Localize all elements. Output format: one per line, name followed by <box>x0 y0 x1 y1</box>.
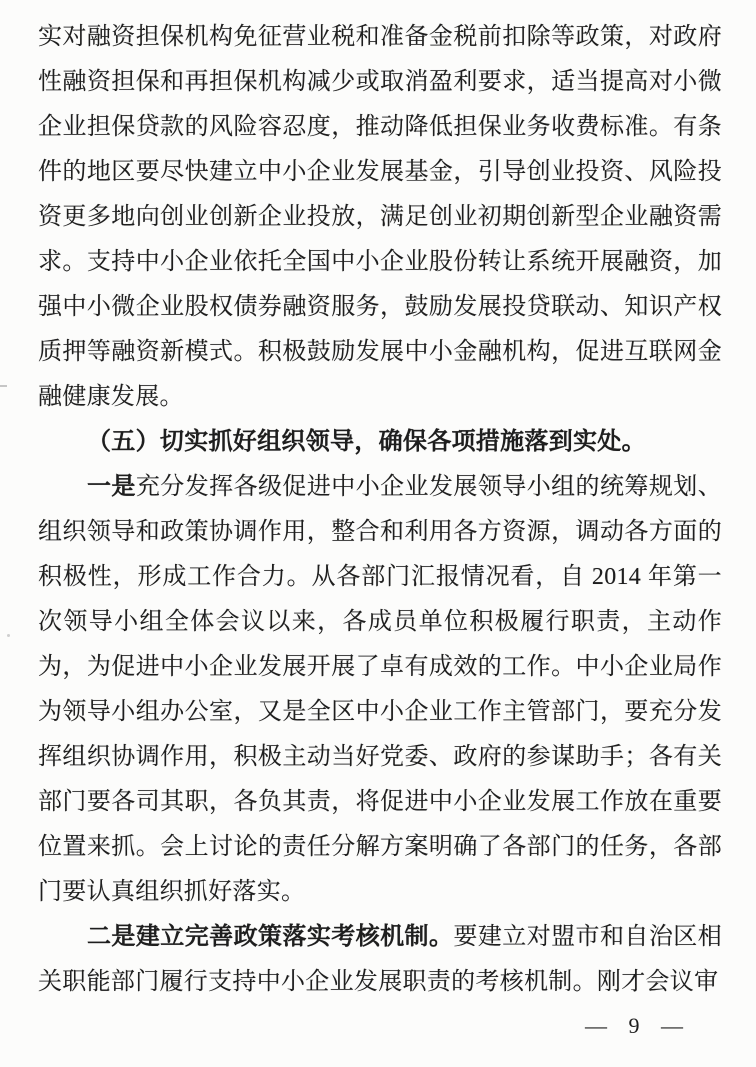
text-run: 充分发挥各级促进中小企业发展领导小组的统筹规划、组织领导和政策协调作用，整合和利用各方资源，调动各方面的积极性，形成工作合力。从各部门汇报情况看，自 2014 年第一次领导小组全体会议以来，各成员单位积极履行职责，主动作为，为促进中小企业发展开展了卓有成效的工作。中小企业局作为领导小组办公室，又是全区中小企业工作主管部门，要充分发挥组织协调作用，积极主动当好党委、政府的参谋助手；各有关部门要各司其职，各负其责，将促进中小企业发展工作放在重要位置来抓。会上讨论的责任分解方案明确了各部门的任务，各部门要认真组织抓好落实。 <box>38 474 722 905</box>
text-run: 要建立对盟市和自治区相关职能部门履行支持中小企业发展职责的考核机制。刚才会议审 <box>38 924 722 995</box>
paragraph <box>38 915 722 1005</box>
text-run-bold: （五）切实抓好组织领导，确保各项措施落到实处。 <box>87 429 646 455</box>
scan-speck <box>0 385 7 387</box>
scan-speck <box>7 634 10 637</box>
text-run: 实对融资担保机构免征营业税和准备金税前扣除等政策，对政府性融资担保和再担保机构减少或取消盈利要求，适当提高对小微企业担保贷款的风险容忍度，推动降低担保业务收费标准。有条件的地区要尽快建立中小企业发展基金，引导创业投资、风险投资更多地向创业创新企业投放，满足创业初期创新型企业融资需求。支持中小企业依托全国中小企业股份转让系统开展融资，加强中小微企业股权债券融资服务，鼓励发展投贷联动、知识产权质押等融资新模式。积极鼓励发展中小金融机构，促进互联网金融健康发展。 <box>38 24 722 410</box>
text-run-bold: 二是建立完善政策落实考核机制。 <box>87 924 454 950</box>
text-run-bold: 一是 <box>87 474 136 500</box>
paragraph <box>38 465 722 915</box>
paragraph <box>38 15 722 420</box>
document-body <box>38 0 722 1005</box>
page-number: — 9 — <box>585 1013 686 1038</box>
section-heading <box>38 420 722 465</box>
